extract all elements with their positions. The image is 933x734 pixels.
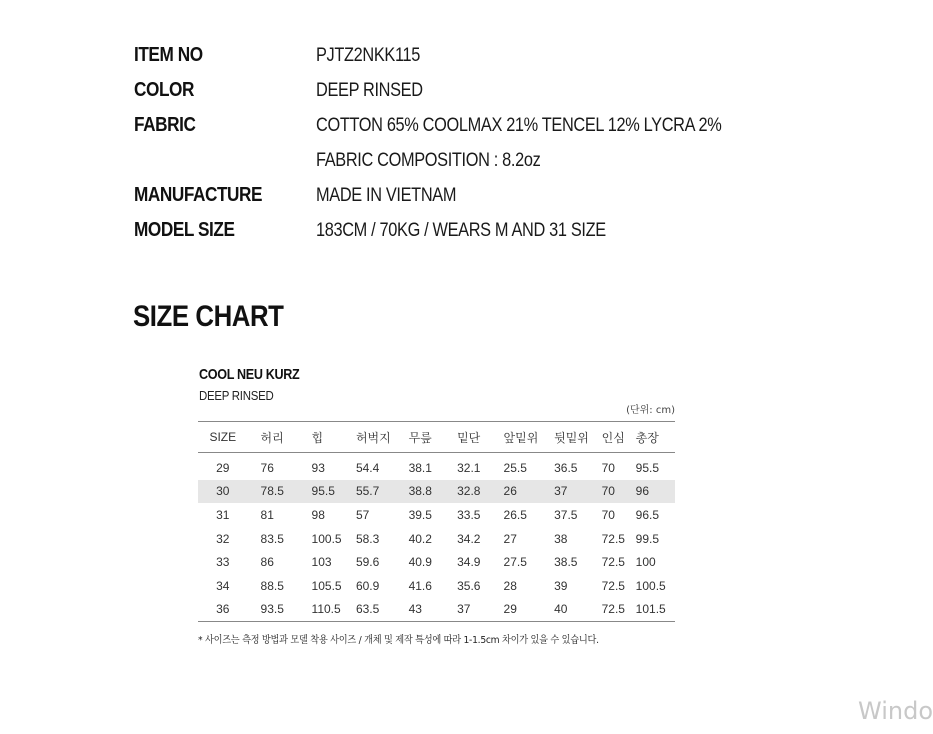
size-table-cell: 36.5 — [554, 460, 578, 475]
spec-value: FABRIC COMPOSITION : 8.2oz — [316, 149, 541, 171]
spec-label: MODEL SIZE — [134, 219, 235, 241]
spec-value: COTTON 65% COOLMAX 21% TENCEL 12% LYCRA 2% — [316, 114, 722, 136]
spec-row — [134, 213, 787, 248]
size-table-cell: 40 — [554, 602, 568, 617]
size-table-cell: 34 — [216, 578, 230, 593]
size-table-cell: 25.5 — [503, 460, 527, 475]
size-table-header-cell: 허리 — [248, 422, 312, 453]
size-table-cell: 96 — [636, 480, 675, 504]
spec-label: FABRIC — [134, 114, 196, 136]
size-table-cell: 38.1 — [408, 460, 432, 475]
size-table-header-cell: 뒷밑위 — [554, 422, 601, 453]
size-table-cell: 26 — [504, 480, 555, 504]
size-table-cell: 55.7 — [356, 480, 409, 504]
size-table-header-cell: 허벅지 — [356, 422, 409, 453]
size-table-cell: 37 — [457, 602, 471, 617]
product-spec-list — [134, 38, 787, 248]
size-table-cell: 86 — [260, 555, 274, 570]
size-table-cell: 33.5 — [457, 507, 481, 522]
chart-product-name: COOL NEU KURZ — [199, 366, 300, 383]
size-table-cell: 38.5 — [554, 555, 578, 570]
size-table-cell: 54.4 — [355, 460, 380, 475]
size-table-cell: 38.8 — [409, 480, 458, 504]
spec-label: ITEM NO — [134, 44, 203, 66]
size-table-cell: 32.1 — [457, 460, 481, 475]
size-chart-heading: SIZE CHART — [133, 300, 284, 333]
size-table-cell: 43 — [408, 602, 422, 617]
size-table-row — [198, 453, 675, 480]
size-table-cell: 99.5 — [635, 531, 660, 546]
size-table-row — [198, 574, 675, 598]
size-table-cell: 29 — [216, 460, 230, 475]
size-table-header-cell: 힙 — [312, 422, 356, 453]
size-table-cell: 105.5 — [311, 578, 342, 593]
size-table-cell: 72.5 — [601, 531, 625, 546]
size-table-cell: 78.5 — [248, 480, 312, 504]
size-table-cell: 39 — [554, 578, 568, 593]
size-table-cell: 32.8 — [457, 480, 503, 504]
size-table-cell: 34.9 — [457, 555, 481, 570]
size-table-cell: 28 — [503, 578, 517, 593]
size-table-row — [198, 598, 675, 622]
size-table-cell: 110.5 — [311, 602, 341, 617]
windows-activation-watermark: Windo — [858, 697, 933, 725]
spec-label: MANUFACTURE — [134, 184, 263, 206]
size-table-header-cell: 인심 — [602, 422, 636, 453]
size-table-cell: 30 — [198, 480, 248, 504]
size-table-cell: 100.5 — [311, 531, 342, 546]
size-table-cell: 34.2 — [457, 531, 481, 546]
spec-row — [134, 108, 787, 143]
spec-row — [134, 178, 787, 213]
size-chart-table — [198, 421, 675, 622]
size-chart-note: * 사이즈는 측정 방법과 모델 착용 사이즈 / 개체 및 제작 특성에 따라 1-1.5cm 차이가 있을 수 있습니다. — [198, 635, 599, 646]
size-table-cell: 33 — [216, 555, 230, 570]
size-table-cell: 37.5 — [554, 507, 578, 522]
size-table-cell: 59.6 — [355, 555, 380, 570]
size-table-cell: 38 — [554, 531, 568, 546]
size-table-cell: 93 — [311, 460, 325, 475]
size-table-cell: 72.5 — [601, 555, 625, 570]
size-table-header-cell: SIZE — [198, 422, 248, 453]
size-table-cell: 83.5 — [260, 531, 284, 546]
size-table-cell: 100 — [635, 555, 656, 570]
size-table-body — [198, 453, 675, 622]
spec-value: 183CM / 70KG / WEARS M AND 31 SIZE — [316, 219, 606, 241]
size-table-cell: 35.6 — [457, 578, 481, 593]
spec-label: COLOR — [134, 79, 194, 101]
size-table-cell: 70 — [602, 480, 636, 504]
size-table-cell: 36 — [216, 602, 230, 617]
size-table-cell: 40.2 — [408, 531, 432, 546]
size-table-cell: 32 — [216, 531, 230, 546]
size-table-cell: 100.5 — [635, 578, 666, 593]
size-table-header-cell: 앞밑위 — [504, 422, 555, 453]
size-table-cell: 72.5 — [601, 602, 625, 617]
size-table-cell: 40.9 — [408, 555, 432, 570]
spec-row — [134, 73, 787, 108]
size-table-cell: 27.5 — [503, 555, 527, 570]
spec-row — [134, 143, 787, 178]
spec-value: DEEP RINSED — [316, 79, 423, 101]
spec-value: PJTZ2NKK115 — [316, 44, 420, 66]
size-table-cell: 98 — [311, 507, 325, 522]
size-table-header-cell: 밑단 — [457, 422, 503, 453]
size-table-cell: 37 — [554, 480, 601, 504]
size-table-cell: 88.5 — [260, 578, 284, 593]
size-table-cell: 95.5 — [635, 460, 660, 475]
chart-product-color: DEEP RINSED — [199, 388, 274, 403]
size-table-cell: 70 — [601, 507, 615, 522]
size-table-header-row — [198, 422, 675, 453]
size-table-cell: 95.5 — [312, 480, 356, 504]
size-table-header-cell: 무릎 — [409, 422, 458, 453]
size-table-cell: 96.5 — [635, 507, 660, 522]
size-table-cell: 41.6 — [408, 578, 432, 593]
spec-value: MADE IN VIETNAM — [316, 184, 457, 206]
size-table-cell: 76 — [260, 460, 274, 475]
size-table-cell: 39.5 — [408, 507, 432, 522]
size-table-cell: 58.3 — [355, 531, 380, 546]
size-table-row — [198, 527, 675, 551]
spec-row — [134, 38, 787, 73]
size-table-cell: 101.5 — [635, 602, 666, 617]
size-table-cell: 60.9 — [355, 578, 380, 593]
size-table-cell: 63.5 — [355, 602, 380, 617]
size-table-header-cell: 총장 — [636, 422, 675, 453]
chart-unit-label: (단위: cm) — [626, 405, 675, 416]
size-table-row — [198, 503, 675, 527]
size-table-cell: 57 — [355, 507, 370, 522]
size-table-cell: 31 — [216, 507, 230, 522]
size-table-cell: 26.5 — [503, 507, 527, 522]
size-table-cell: 81 — [260, 507, 274, 522]
size-table-cell: 29 — [503, 602, 517, 617]
size-table-cell: 70 — [601, 460, 615, 475]
size-table-row — [198, 480, 675, 504]
size-table-cell: 93.5 — [260, 602, 284, 617]
size-table-row — [198, 550, 675, 574]
size-table-cell: 103 — [311, 555, 332, 570]
size-table-cell: 72.5 — [601, 578, 625, 593]
size-table-cell: 27 — [503, 531, 517, 546]
